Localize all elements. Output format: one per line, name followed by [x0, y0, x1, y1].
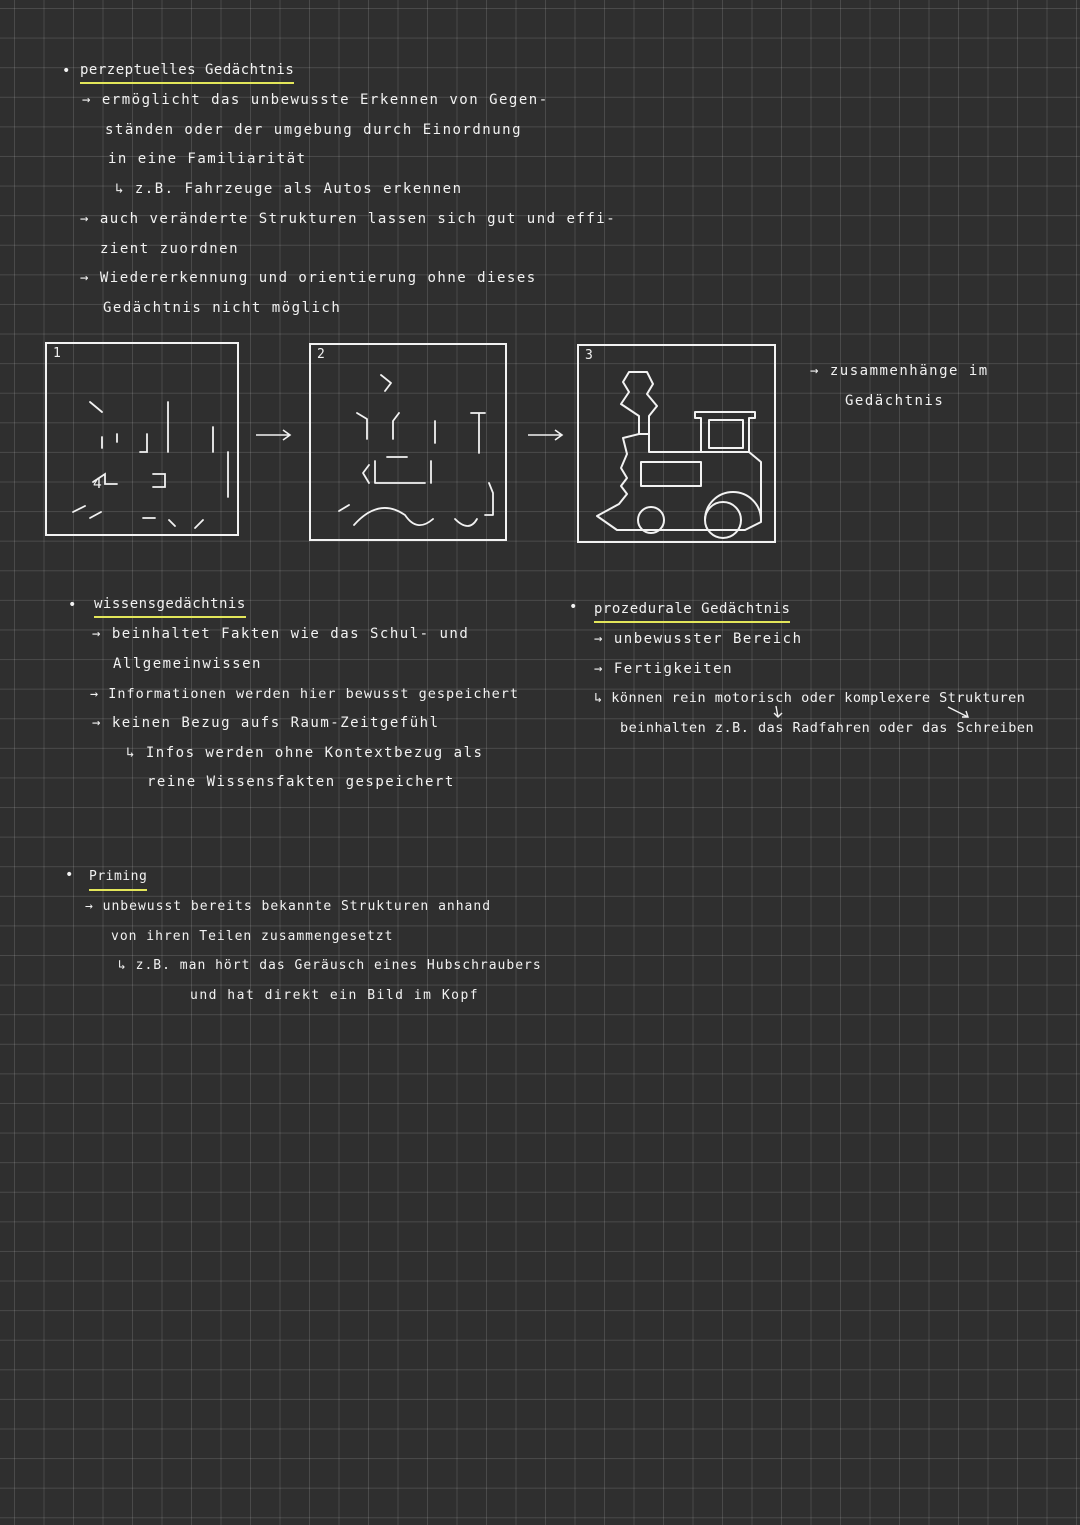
fragment-drawing-2: [309, 343, 507, 541]
note-line: → Fertigkeiten: [594, 661, 734, 677]
note-line: → keinen Bezug aufs Raum-Zeitgefühl: [92, 715, 440, 731]
frame-number: 1: [53, 346, 61, 361]
note-line: von ihren Teilen zusammengesetzt: [111, 929, 394, 944]
note-line: → ermöglicht das unbewusste Erkennen von Gegen-: [82, 92, 549, 108]
note-line: → Informationen werden hier bewusst gespeichert: [90, 686, 520, 702]
bullet: •: [65, 867, 74, 883]
note-line: in eine Familiarität: [108, 151, 307, 167]
note-line: zient zuordnen: [100, 241, 240, 257]
note-line: → beinhaltet Fakten wie das Schul- und: [92, 626, 470, 642]
frame-number: 3: [585, 348, 593, 363]
diagram-frame-2: [309, 343, 507, 541]
note-line: → auch veränderte Strukturen lassen sich gut und effi-: [80, 211, 617, 227]
frame-number: 2: [317, 347, 325, 362]
fragment-drawing-1: [45, 342, 239, 536]
note-line: ↳ Infos werden ohne Kontextbezug als: [126, 745, 484, 761]
note-line: Allgemeinwissen: [113, 656, 262, 672]
bullet: •: [62, 63, 71, 79]
note-line: beinhalten z.B. das Radfahren oder das Schreiben: [620, 720, 1035, 736]
note-line: → unbewusster Bereich: [594, 631, 803, 647]
svg-text:4: 4: [93, 476, 102, 492]
note-line: → unbewusst bereits bekannte Strukturen anhand: [85, 899, 492, 914]
bullet: •: [569, 599, 578, 615]
note-line: und hat direkt ein Bild im Kopf: [190, 988, 480, 1003]
note-line: ständen oder der umgebung durch Einordnung: [105, 122, 523, 138]
bullet: •: [68, 597, 77, 613]
note-line: → zusammenhänge im: [810, 363, 989, 379]
note-line: Gedächtnis: [845, 393, 945, 409]
diagram-frame-3: [577, 344, 776, 543]
arrow-icon: [254, 428, 294, 442]
section-heading-perceptual: perzeptuelles Gedächtnis: [80, 61, 294, 84]
section-heading-procedural: prozedurale Gedächtnis: [594, 600, 790, 623]
pointer-arrows: [758, 705, 838, 729]
diagram-frame-1: [45, 342, 239, 536]
note-line: ↳ können rein motorisch oder komplexere Strukturen: [594, 690, 1026, 706]
train-drawing: [577, 344, 776, 543]
note-line: ↳ z.B. Fahrzeuge als Autos erkennen: [115, 181, 463, 197]
note-line: ↳ z.B. man hört das Geräusch eines Hubschraubers: [118, 958, 542, 973]
note-line: reine Wissensfakten gespeichert: [147, 774, 455, 790]
note-line: → Wiedererkennung und orientierung ohne dieses: [80, 270, 537, 286]
section-heading-priming: Priming: [89, 868, 147, 891]
pointer-arrow: [946, 705, 986, 725]
arrow-icon: [526, 428, 566, 442]
section-heading-knowledge: wissensgedächtnis: [94, 595, 246, 618]
note-line: Gedächtnis nicht möglich: [103, 300, 342, 316]
